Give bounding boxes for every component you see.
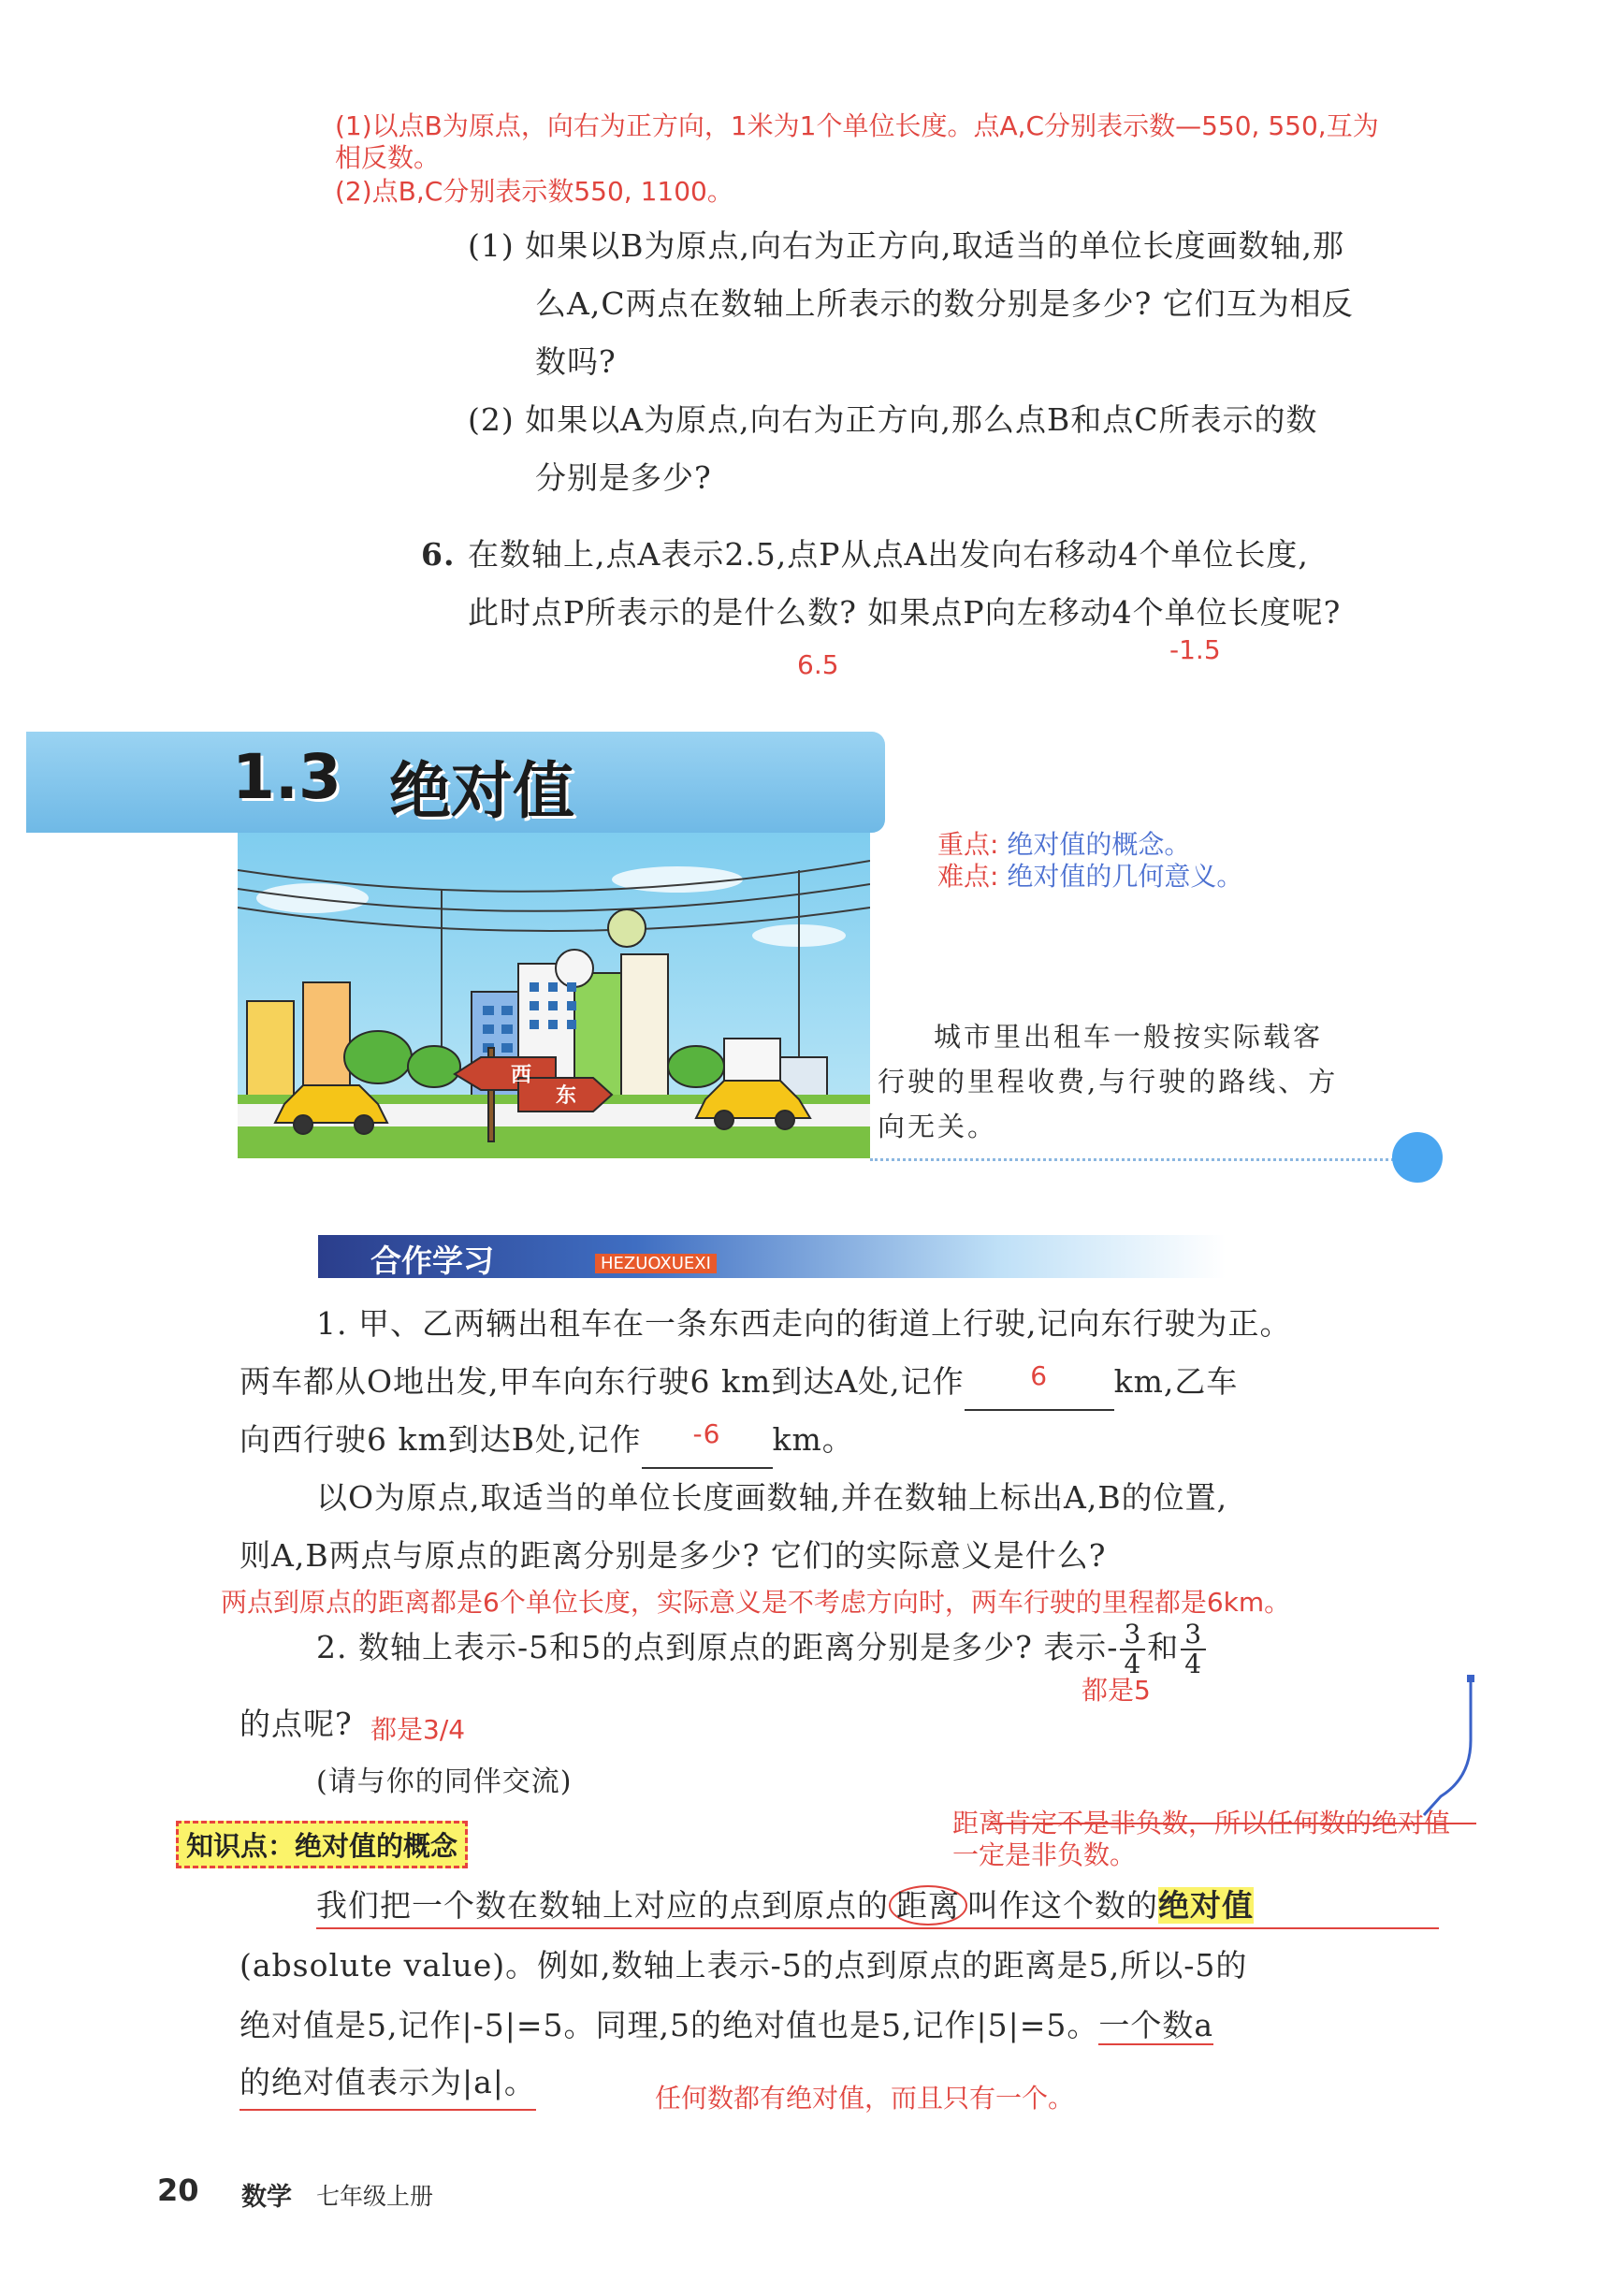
- definition-line1: [316, 1877, 1254, 1935]
- q5-part1-line1: (1) 如果以B为原点,向右为正方向,取适当的单位长度画数轴,那: [468, 227, 1344, 264]
- key-point-note: [937, 829, 1190, 861]
- definition-line2: (absolute value)。例如,数轴上表示-5的点到原点的距离是5,所以-5的: [240, 1947, 1248, 1984]
- footer-grade: 七年级上册: [316, 2183, 434, 2210]
- definition-line4: 的绝对值表示为|a|。: [240, 2056, 536, 2111]
- q5-part1-line3: 数吗?: [535, 343, 617, 380]
- caption-divider: [870, 1158, 1394, 1161]
- term-absolute-value: 绝对值: [1158, 1887, 1254, 1924]
- caption-line1: 城市里出租车一般按实际载客: [934, 1021, 1324, 1053]
- q6-answer-left: -1.5: [1169, 634, 1221, 665]
- sign-west-label: 西: [511, 1064, 532, 1087]
- coop-q2-line1: [316, 1619, 1208, 1678]
- blue-dot-decoration: [1392, 1132, 1443, 1183]
- knowledge-note-line2: 一定是非负数。: [952, 1839, 1137, 1870]
- city-illustration: [238, 833, 870, 1158]
- coop-q1-line2-text: 两车都从O地出发,甲车向东行驶6 km到达A处,记作: [240, 1363, 965, 1400]
- fraction-denominator: 4: [1184, 1649, 1203, 1679]
- difficulty-label: 难点:: [937, 861, 999, 892]
- coop-pinyin: HEZUOXUEXI: [595, 1254, 717, 1273]
- sign-east-label: 东: [556, 1084, 577, 1108]
- q5-part2-line1: (2) 如果以A为原点,向右为正方向,那么点B和点C所表示的数: [468, 401, 1318, 438]
- section-banner: [26, 732, 885, 833]
- answer-blank-a: [965, 1360, 1114, 1411]
- section-number: 1.3: [232, 741, 341, 813]
- coop-q1-line2-unit: km,乙车: [1113, 1363, 1239, 1400]
- note-q5-line3: (2)点B,C分别表示数550, 1100。: [335, 176, 733, 207]
- q6-number: 6.: [421, 536, 456, 573]
- fraction-numerator: 3: [1181, 1620, 1206, 1650]
- coop-q1-line3-text: 向西行驶6 km到达B处,记作: [240, 1421, 642, 1458]
- coop-q1-line3-unit: km。: [772, 1421, 854, 1458]
- city-scene-image: [238, 833, 870, 1158]
- annotation-connector: [1422, 1675, 1478, 1824]
- key-point-text: 绝对值的概念。: [1007, 829, 1191, 860]
- difficulty-note: [937, 861, 1242, 893]
- q6-answer-right: 6.5: [797, 649, 839, 680]
- definition-underline-1: [316, 1927, 1439, 1929]
- fraction-denominator: 4: [1124, 1649, 1142, 1679]
- answer-b: -6: [692, 1418, 721, 1449]
- q6-line2: 此时点P所表示的是什么数? 如果点P向左移动4个单位长度呢?: [468, 594, 1342, 631]
- definition-note: 任何数都有绝对值，而且只有一个。: [655, 2083, 1075, 2114]
- q5-part2-line2: 分别是多少?: [535, 459, 712, 496]
- knowledge-point-label: 知识点：绝对值的概念: [176, 1821, 468, 1868]
- coop-q2-line1-text: 2. 数轴上表示-5和5的点到原点的距离分别是多少? 表示-: [316, 1629, 1119, 1665]
- q5-part1-line2: 么A,C两点在数轴上所表示的数分别是多少? 它们互为相反: [535, 285, 1354, 322]
- key-point-label: 重点:: [937, 829, 999, 860]
- definition-line1-text: 我们把一个数在数轴上对应的点到原点的: [316, 1887, 889, 1924]
- coop-q1-line2: [240, 1353, 1238, 1411]
- answer-a: 6: [1030, 1360, 1049, 1391]
- fraction-neg-three-quarters: [1120, 1620, 1145, 1678]
- coop-q2-exchange: (请与你的同伴交流): [316, 1766, 573, 1798]
- fraction-three-quarters: [1181, 1620, 1206, 1678]
- fraction-numerator: 3: [1120, 1620, 1145, 1650]
- coop-q1-line5: 则A,B两点与原点的距离分别是多少? 它们的实际意义是什么?: [240, 1537, 1107, 1574]
- caption-line2: 行驶的里程收费,与行驶的路线、方: [878, 1066, 1339, 1097]
- knowledge-note-line1: 距离肯定不是非负数，所以任何数的绝对值: [952, 1808, 1451, 1838]
- answer-blank-b: [642, 1418, 773, 1469]
- coop-q1-line4: 以O为原点,取适当的单位长度画数轴,并在数轴上标出A,B的位置,: [316, 1479, 1228, 1516]
- coop-q1-line3: [240, 1411, 854, 1469]
- section-title: 绝对值: [389, 755, 574, 827]
- definition-line1-mid: 叫作这个数的: [967, 1887, 1158, 1924]
- page-number: 20: [157, 2172, 199, 2208]
- circled-word-distance: 距离: [889, 1885, 967, 1925]
- note-q5-line1: (1)以点B为原点，向右为正方向，1米为1个单位长度。点A,C分别表示数—550, 550,互为: [335, 110, 1379, 141]
- coop-q2-note-b: 都是3/4: [370, 1714, 466, 1745]
- q6-line1: 在数轴上,点A表示2.5,点P从点A出发向右移动4个单位长度,: [468, 536, 1309, 573]
- difficulty-text: 绝对值的几何意义。: [1007, 861, 1243, 892]
- caption-line3: 向无关。: [878, 1111, 998, 1142]
- coop-q1-note: 两点到原点的距离都是6个单位长度，实际意义是不考虑方向时，两车行驶的里程都是6km。: [221, 1587, 1291, 1618]
- coop-q2-note-a: 都是5: [1082, 1675, 1151, 1706]
- note-q5-line2: 相反数。: [335, 142, 441, 173]
- definition-line3-text: 绝对值是5,记作|-5|=5。同理,5的绝对值也是5,记作|5|=5。: [240, 2007, 1099, 2043]
- definition-line3: [240, 1997, 1213, 2055]
- footer-subject: 数学: [241, 2183, 292, 2212]
- coop-q2-line2: 的点呢?: [240, 1706, 353, 1742]
- knowledge-note-strike: [990, 1823, 1476, 1824]
- coop-q1-line1: 1. 甲、乙两辆出租车在一条东西走向的街道上行驶,记向东行驶为正。: [316, 1305, 1292, 1342]
- coop-title: 合作学习: [370, 1242, 494, 1279]
- coop-q2-and: 和: [1147, 1629, 1180, 1665]
- coop-header-bar: [318, 1235, 1226, 1278]
- underlined-phrase: 一个数a: [1098, 2007, 1214, 2043]
